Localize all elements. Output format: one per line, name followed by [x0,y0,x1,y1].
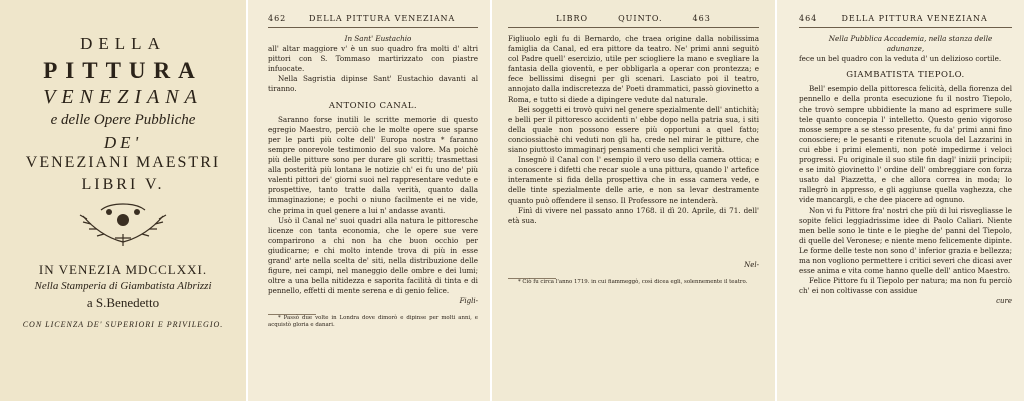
running-title-left: LIBRO [556,14,589,23]
title-line-pittura: PITTURA [43,58,203,83]
footnote: * Ciò fu circa l'anno 1719. in cui fiammeggò, così dicea egli, solennemente il teatro. [518,278,748,285]
artist-heading: GIAMBATISTA TIEPOLO. [846,70,965,81]
catchword: cure [996,297,1012,306]
title-line-libri: LIBRI V. [81,176,165,193]
paragraph: Bell' esempio della pittoresca felicità, della fiorenza del pennello e della pronta esecuzione fu il nostro Tiepolo, che trovò sempre ubbidiente la mano ad esprimere sulle tele quanto concepia l' intelletto. Questo genio vigoroso mosse sempre a se stesso presente, fu da' primi anni fino conosciere; e le pesanti e ritenute scuola del Lazzarini in cui ebbe i primi elementi, non potè impedirme i veloci progressi. Fu originale il suo stile fin dagl' inizii principii; e se imitò giovinetto l' ordine dell' ombreggiare con forza usato dal Piazzetta, e che allora correa in moda; lo rallegrò in appresso, e gli aggiunse quella vaghezza, che vide mancargli, e che dee piacere ad ognuno. [799,84,1012,205]
paragraph: Nella Sagristia dipinse Sant' Eustachio davanti al tiranno. [268,74,478,94]
page-number: 464 [799,14,818,23]
header-rule [508,27,759,28]
paragraph: Usò il Canal ne' suoi quadri alla natura le pittoresche licenze con tanta economia, che le opere sue vere comparirono a chi non ha che buon occhio per giudicarne; e chi molto intende trova di più in esse grand' arte nella scelta de' siti, nella distribuzione delle figure, nei campi, nel maneggio delle ombre e dei lumi; oltre a una bella nitidezza e saporita facilità di tinta e di pennello, effetti di mente serena e di genio felice. [268,215,478,296]
paragraph: Finì di vivere nel passato anno 1768. il dì 20. Aprile, di 71. dell' età sua. [508,205,759,225]
title-line-maestri: VENEZIANI MAESTRI [25,154,221,171]
section-label: In Sant' Eustachio [344,34,412,43]
paragraph: Felice Pittore fu il Tiepolo per natura; ma non fu perciò ch' ei non coltivasse con assidue [799,276,1012,296]
running-title-right: QUINTO. [618,14,663,23]
section-label: Nella Pubblica Accademia, nella stanza delle adunanze, [828,34,993,54]
footnote: * Passò due volte in Londra dove dimorò e dipinse per molti anni, e acquistò gloria e danari. [268,315,478,329]
paragraph: all' altar maggiore v' è un suo quadro fra molti d' altri pittori con S. Tommaso martirizzato con piastre infuocate. [268,44,478,74]
paragraph: Figliuolo egli fu di Bernardo, che traea origine dalla nobilissima famiglia da Canal, ed era pittore da teatro. Ne' primi anni seguitò col Padre quell' esercizio, utile per sciogliere la mano e svegliare la fantasia della gioventù, e per obbligarla a operar con prontezza; e fece bellissimi disegni per gli scenari. Lasciato poi il teatro, annojato dalla indiscretezza de' Poeti drammatici, passò giovinetto a Roma, e tutto si diede a dipingere vedute dal naturale. [508,34,759,104]
paragraph: fece un bel quadro con la veduta d' un delizioso cortile. [799,54,1002,64]
laurel-ornament-icon [71,198,175,250]
title-line-de: DE' [103,133,143,152]
title-line-della: DELLA [80,34,166,53]
header-rule [799,27,1012,28]
running-header [268,14,478,23]
running-header [799,14,1012,23]
page-464 [777,0,1024,401]
page-number: 462 [268,14,287,23]
catchword: Nel- [744,260,759,269]
page-463 [492,0,775,401]
title-line-opere: e delle Opere Pubbliche [50,112,196,128]
title-page [0,0,246,401]
page-number: 463 [692,14,711,23]
title-line-veneziana: VENEZIANA [43,86,203,108]
imprint-place: IN VENEZIA MDCCLXXI. [38,262,208,277]
running-title: DELLA PITTURA VENEZIANA [308,14,456,23]
paragraph: Non vi fu Pittore fra' nostri che più di lui risvegliasse le sopite felici leggiadrissime idee di Paolo Caliari. Niente men belle sono le tinte e le pieghe de' panni del Tiepolo, di quelle del Veronese; e niente meno felicemente dipinte. Le forme delle teste non sono d' inferior grazia e bellezza; ma non vogliono permettere i critici severi che dicasi aver esse anima e vita come hanno quelle dell' antico Maestro. [799,205,1012,276]
imprint-printer: Nella Stamperia di Giambatista Albrizzi [34,280,212,292]
running-title: DELLA PITTURA VENEZIANA [841,14,988,23]
artist-heading: ANTONIO CANAL. [328,100,418,111]
paragraph: Insegnò il Canal con l' esempio il vero uso della camera ottica; e a conoscere i difetti che recar suole a una pittura, quando l' artefice interamente si fida della prospettiva che in essa camera vede, e delle tinte spezialmente delle arie, e non sa levar destramente quanto può offendere il senso. Il Professore ne intenderà. [508,155,759,205]
imprint-location: a S.Benedetto [86,295,160,310]
catchword: Figli- [459,297,478,306]
imprint-licence: CON LICENZA DE' SUPERIORI E PRIVILEGIO. [22,320,224,329]
paragraph: Saranno forse inutili le scritte memorie di questo egregio Maestro, perciò che le molte opere sue sparse per le parti più colte dell' Europa nostra * faranno sempre onorevole testimonio del suo valore. Ma poichè più delle pitture sono per durare gli scritti; trasmettasi alla posterità più lontana le notizie ch' ei fu uno de' più valenti pittori de' giorni suoi nel rappresentare vedute e prospettive, tanto tratte dalla verità, quanto dalla immaginazione; e pochi o niuno facilmente ei ne vide, che prima in quel genere a lui n' andasse avanti. [268,114,478,215]
page-462 [248,0,490,401]
running-header [508,14,759,23]
paragraph: Bei soggetti ei trovò quivi nel genere spezialmente dell' antichità; e belli per il pittoresco accidenti n' ebbe dopo nella patria sua, i siti della quale non possono essere più opportuni a quel fatto; conciossiachè chi veduti non gli ha, crede nel mirar le pitture, che siano piuttosto immaginarj pensamenti che semplici verità. [508,104,759,155]
header-rule [268,27,478,28]
